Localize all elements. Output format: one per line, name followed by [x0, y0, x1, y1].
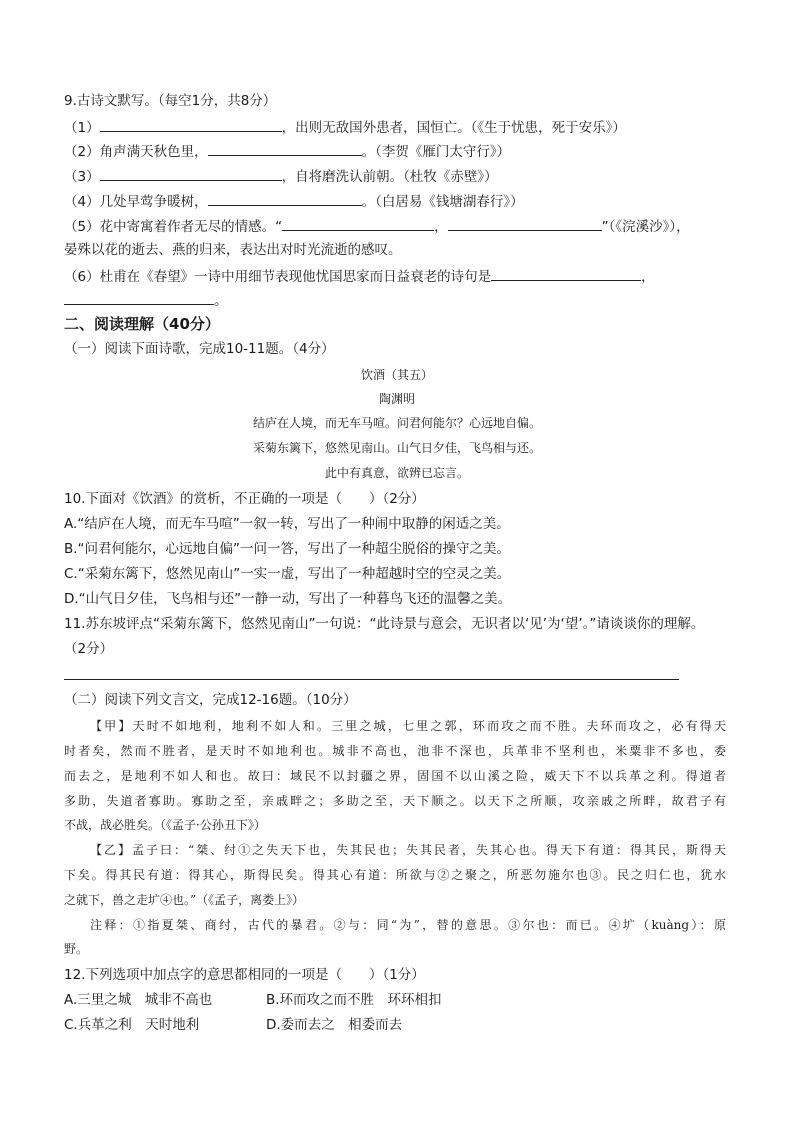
q11-stem: 11.苏东坡评点“采菊东篱下，悠然见南山”一句说：“此诗景与意会，无识者以‘见’为‘望’。”请谈谈你的理解。: [64, 616, 705, 632]
q12-option-b: B.环而攻之而不胜 环环相扣: [266, 992, 442, 1008]
poem-title: 饮酒（其五）: [360, 368, 433, 382]
jia-line-3: 而去之，是地利不如人和也。故曰：域民不以封疆之界，固国不以山溪之险，威天下不以兵革之利。得道者: [64, 769, 726, 783]
q9-1-after: ，出则无敌国外患者，国恒亡。（《生于忧患，死于安乐》）: [281, 120, 626, 136]
q9-3-after: ，自将磨洗认前朝。（杜牧《赤壁》）: [281, 169, 498, 185]
q10-option-c: C.“采菊东篱下，悠然见南山”一实一虚，写出了一种超越时空的空灵之美。: [64, 566, 511, 582]
jia-line-1: 【甲】天时不如地利，地利不如人和。三里之城，七里之郭，环而攻之而不胜。夫环而攻之，必有得天: [90, 719, 726, 733]
q9-1-num: （1）: [64, 120, 100, 136]
yi-line-2: 下矣。得其民有道：得其心，斯得民矣。得其心有道：所欲与②之聚之，所恶勿施尔也③。民之归仁也，犹水: [64, 868, 726, 882]
q9-5-num: （5）花中寄寓着作者无尽的情感。“: [64, 219, 283, 235]
q10-option-d: D.“山气日夕佳，飞鸟相与还”一静一动，写出了一种暮鸟飞还的温馨之美。: [64, 591, 512, 607]
q9-3-num: （3）: [64, 169, 100, 185]
q10-stem: 10.下面对《饮酒》的赏析，不正确的一项是（ ）（2分）: [64, 491, 425, 507]
q9-item-5: [64, 216, 690, 236]
jia-line-4: 多助，失道者寡助。寡助之至，亲戚畔之；多助之至，天下顺之。以天下之所顺，攻亲戚之所畔，故君子有: [64, 794, 726, 808]
q9-4-after: 。（白居易《钱塘湖春行》）: [361, 194, 524, 210]
answer-blank[interactable]: [282, 216, 434, 231]
q12-option-d: D.委而去之 相委而去: [266, 1017, 403, 1033]
poem-line-2: 采菊东篱下，悠然见南山。山气日夕佳，飞鸟相与还。: [252, 441, 541, 455]
answer-blank[interactable]: [448, 216, 602, 231]
notes-line-1: 注释：①指夏桀、商纣，古代的暴君。②与：同“为”，替的意思。③尔也：而已。④圹（kuàng）：原: [90, 918, 726, 932]
poem-line-3: 此中有真意，欲辨已忘言。: [324, 466, 469, 480]
q9-item-3: [64, 166, 498, 186]
part1-intro: （一）阅读下面诗歌，完成10-11题。（4分）: [64, 341, 335, 357]
poem-line-1: 结庐在人境，而无车马喧。问君何能尔？心远地自偏。: [252, 416, 541, 430]
q9-2-after: 。（李贺《雁门太守行》）: [361, 144, 511, 160]
poem-author: 陶渊明: [378, 392, 415, 406]
answer-line[interactable]: [64, 679, 679, 680]
q11-score: （2分）: [64, 641, 114, 657]
answer-blank[interactable]: [208, 141, 362, 156]
q9-2-num: （2）角声满天秋色里，: [64, 144, 208, 160]
q9-item-6: [64, 266, 655, 286]
q10-option-b: B.“问君何能尔，心远地自偏”一问一答，写出了一种超尘脱俗的操守之美。: [64, 541, 511, 557]
yi-line-3: 之就下，兽之走圹④也。”（《孟子，离娄上》）: [64, 893, 305, 907]
q9-item-5-cont: 晏殊以花的逝去、燕的归来，表达出对时光流逝的感叹。: [64, 242, 402, 258]
jia-line-5: 不战，战必胜矣。（《孟子·公孙丑下》）: [64, 818, 266, 832]
q12-stem: 12.下列选项中加点字的意思都相同的一项是（ ）（1分）: [64, 967, 425, 983]
answer-blank[interactable]: [100, 166, 282, 181]
q10-option-a: A.“结庐在人境，而无车马喧”一叙一转，写出了一种闹中取静的闲适之美。: [64, 516, 510, 532]
q9-item-6-cont: [64, 290, 228, 310]
answer-blank[interactable]: [491, 266, 641, 281]
q9-4-num: （4）几处早莺争暖树，: [64, 194, 208, 210]
q9-title: 9.古诗文默写。（每空1分，共8分）: [64, 93, 277, 109]
q9-item-4: [64, 191, 524, 211]
q9-item-2: [64, 141, 510, 161]
answer-blank[interactable]: [100, 117, 282, 132]
q9-6b-after: 。: [214, 293, 228, 309]
section2-title: 二、阅读理解（40分）: [64, 315, 220, 333]
q9-5-after: ”（《浣溪沙》），: [601, 219, 690, 235]
q12-option-c: C.兵革之利 天时地利: [64, 1017, 200, 1033]
q9-6-after: ，: [641, 269, 655, 285]
q12-option-a: A.三里之城 城非不高也: [64, 992, 213, 1008]
part2-intro: （二）阅读下列文言文，完成12-16题。（10分）: [64, 692, 357, 708]
yi-line-1: 【乙】孟子曰：“桀、纣①之失天下也，失其民也；失其民者，失其心也。得天下有道：得其民，斯得天: [90, 843, 726, 857]
answer-blank[interactable]: [64, 290, 214, 305]
notes-line-2: 野。: [64, 942, 89, 956]
q9-item-1: [64, 117, 626, 137]
jia-line-2: 时者矣，然而不胜者，是天时不如地利也。城非不高也，池非不深也，兵革非不坚利也，米粟非不多也，委: [64, 744, 726, 758]
q9-6-num: （6）杜甫在《春望》一诗中用细节表现他忧国思家而日益衰老的诗句是: [64, 269, 492, 285]
answer-blank[interactable]: [208, 191, 362, 206]
q9-5-mid: ，: [434, 219, 448, 235]
